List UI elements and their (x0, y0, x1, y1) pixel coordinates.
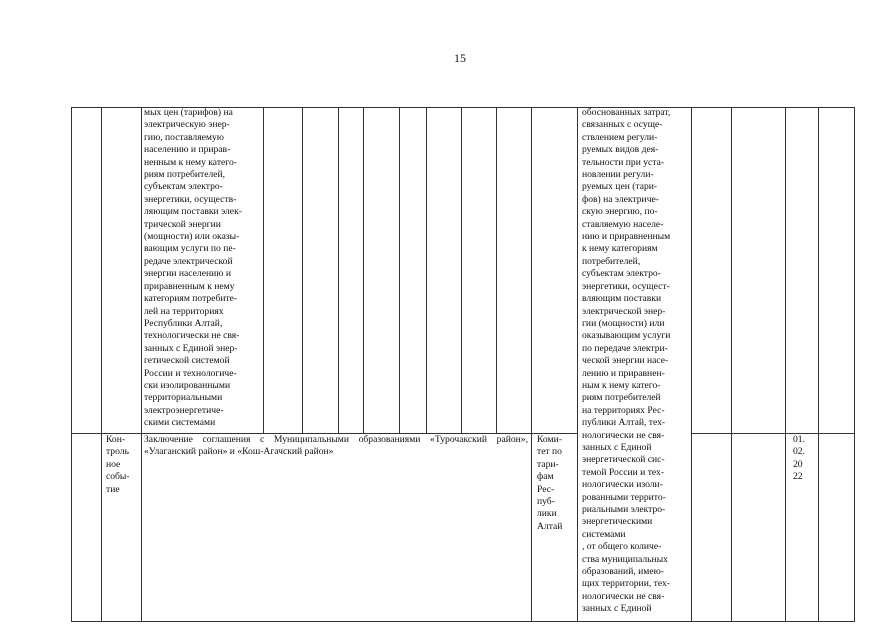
responsible-body-cell: Коми- тет по тари- фам Рес- пуб- лики Алтай (537, 434, 563, 532)
justification-cell: обоснованных затрат, связанных с осуще- ствлением регули- руемых видов дея- тельности при уста- новлении регули- руемых цен (тари- фов) на электриче- скую энергию, по- ставляемую населе- нию и приравненным к нему категориям потребителей, субъектам электро- энергетики, осущест- вляющим поставки электрической энер- гии (мощности) или оказывающим услуги по передаче электри- ческой энергии насе- лению и приравнен- ным к нему катего- риям потребителей на территориях Рес- публики Алтай, тех- нологически не свя- занных с Единой энергетической сис- темой России и тех- нологически изоли- рованными террито- риальными электро- энергетическими системами , от общего количе- ства муниципальных образований, имею- щих территории, тех- нологически не свя- занных с Единой (582, 107, 671, 615)
column-border (302, 107, 303, 434)
event-description-cell: Заключение соглашения с Муниципальными образованиями «Турочакский район», «Улаганский район» и «Кош-Агачский район» (144, 434, 528, 458)
column-border (263, 107, 264, 434)
column-border (531, 107, 532, 622)
control-event-kind-cell: Кон- троль ное собы- тие (106, 434, 130, 495)
column-border (338, 107, 339, 434)
column-border (71, 107, 72, 622)
column-border (577, 107, 578, 622)
column-border (854, 107, 855, 622)
row-border (71, 621, 855, 622)
column-border (101, 107, 102, 622)
column-border (496, 107, 497, 434)
measure-description-cell: мых цен (тарифов) на электрическую энер- гию, поставляемую населению и прирав- ненным к нему катего- риям потребителей, субъектам электро- энергетики, осуществ- ляющим поставки элек- трической энергии (мощности) или оказы- вающим услуги по пе- редаче электрической энергии населению и приравненным к нему категориям потребите- лей на территориях Республики Алтай, технологически не свя- занных с Единой энер- гетической системой России и технологиче- ски изолированными территориальными электроэнергетиче- скими системами (144, 107, 242, 429)
column-border (731, 107, 732, 622)
column-border (363, 107, 364, 434)
column-border (818, 107, 819, 622)
row-border (691, 433, 855, 434)
column-border (399, 107, 400, 434)
column-border (426, 107, 427, 434)
column-border (691, 107, 692, 622)
page-number: 15 (454, 51, 466, 65)
column-border (461, 107, 462, 434)
column-border (141, 107, 142, 622)
deadline-date-cell: 01. 02. 20 22 (793, 434, 805, 483)
column-border (785, 107, 786, 622)
